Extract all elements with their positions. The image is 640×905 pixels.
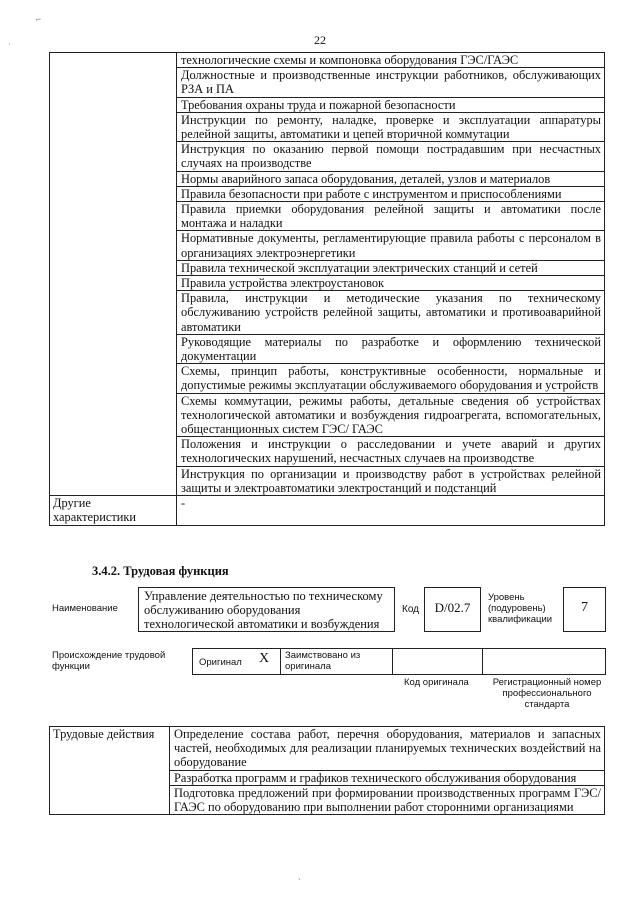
table-cell: Должностные и производственные инструкции работников, обслуживающих РЗА и ПА: [177, 68, 605, 97]
table-cell: Положения и инструкции о расследовании и учете аварий и других технологических нарушений, несчастных случаев на производстве: [177, 437, 605, 466]
table-cell: Разработка программ и графиков технического обслуживания оборудования: [170, 770, 605, 785]
table-row: [50, 53, 605, 68]
labor-actions-label: Трудовые действия: [50, 727, 170, 815]
table-cell: Подготовка предложений при формировании производственных программ ГЭС/ГАЭС по оборудованию при выполнении работ сторонними организациями: [170, 785, 605, 814]
table-cell: Руководящие материалы по разработке и оформлению технической документации: [177, 334, 605, 363]
table-row: [50, 727, 605, 771]
code-original-cell: [393, 649, 483, 674]
code-label: Код: [402, 604, 420, 615]
function-name-box: Управление деятельностью по техническому обслуживанию оборудования технологической автоматики и возбуждения: [138, 587, 395, 632]
original-mark: X: [259, 651, 270, 666]
table-label-cell: [50, 53, 177, 496]
table-cell: Правила безопасности при работе с инструментом и приспособлениями: [177, 186, 605, 201]
origin-label: Происхождение трудовой функции: [52, 650, 166, 672]
scan-mark: ⌐: [36, 14, 42, 24]
table-cell: Инструкция по оказанию первой помощи пострадавшим при несчастных случаях на производстве: [177, 142, 605, 171]
other-characteristics-label: Другие характеристики: [50, 496, 177, 525]
original-cell: [193, 649, 281, 674]
table-cell: Схемы, принцип работы, конструктивные особенности, нормальные и допустимые режимы эксплуатации обслуживаемого оборудования и устройств: [177, 364, 605, 393]
level-value-box: 7: [563, 587, 606, 632]
table-cell: технологические схемы и компоновка оборудования ГЭС/ГАЭС: [177, 53, 605, 68]
table-cell: Инструкции по ремонту, наладке, проверке и эксплуатации аппаратуры релейной защиты, автоматики и цепей вторичной коммутации: [177, 112, 605, 141]
table-cell: Правила приемки оборудования релейной защиты и автоматики после монтажа и наладки: [177, 202, 605, 231]
table-cell: Нормы аварийного запаса оборудования, деталей, узлов и материалов: [177, 171, 605, 186]
scan-mark: ·: [8, 40, 11, 49]
labor-actions-table: [49, 726, 605, 815]
table-cell: Инструкция по организации и производству работ в устройствах релейной защиты и электроавтоматики электростанций и подстанций: [177, 466, 605, 495]
original-label: Оригинал: [199, 657, 242, 668]
page-number: 22: [314, 33, 326, 47]
origin-row: [192, 648, 606, 675]
code-value-box: D/02.7: [424, 587, 481, 632]
reg-number-cell: [483, 649, 605, 674]
code-original-caption: Код оригинала: [404, 677, 469, 688]
scan-mark: ˏ: [298, 870, 301, 880]
table-cell: Правила технической эксплуатации электрических станций и сетей: [177, 260, 605, 275]
table-cell: Правила устройства электроустановок: [177, 276, 605, 291]
other-characteristics-value: -: [177, 496, 605, 525]
reg-number-caption: Регистрационный номер профессионального стандарта: [492, 677, 602, 710]
table-cell: Определение состава работ, перечня оборудования, материалов и запасных частей, необходимых для реализации планируемых технических воздействий на оборудование: [170, 727, 605, 771]
table-cell: Схемы коммутации, режимы работы, детальные сведения об устройствах технологической автоматики и возбуждения гидроагрегата, вспомогательных, общестанционных систем ГЭС/ ГАЭС: [177, 393, 605, 437]
table-row-other: [50, 496, 605, 525]
knowledge-table: [49, 52, 605, 526]
table-cell: Правила, инструкции и методические указания по техническому обслуживанию устройств релейной защиты, автоматики и противоаварийной автоматики: [177, 291, 605, 335]
level-label: Уровень (подуровень) квалификации: [488, 592, 553, 625]
borrowed-cell: [281, 649, 393, 674]
table-cell: Требования охраны труда и пожарной безопасности: [177, 97, 605, 112]
table-cell: Нормативные документы, регламентирующие правила работы с персоналом в организациях электроэнергетики: [177, 231, 605, 260]
name-label: Наименование: [52, 603, 118, 614]
section-heading: 3.4.2. Трудовая функция: [92, 564, 229, 578]
borrowed-label: Заимствовано из оригинала: [285, 650, 361, 672]
